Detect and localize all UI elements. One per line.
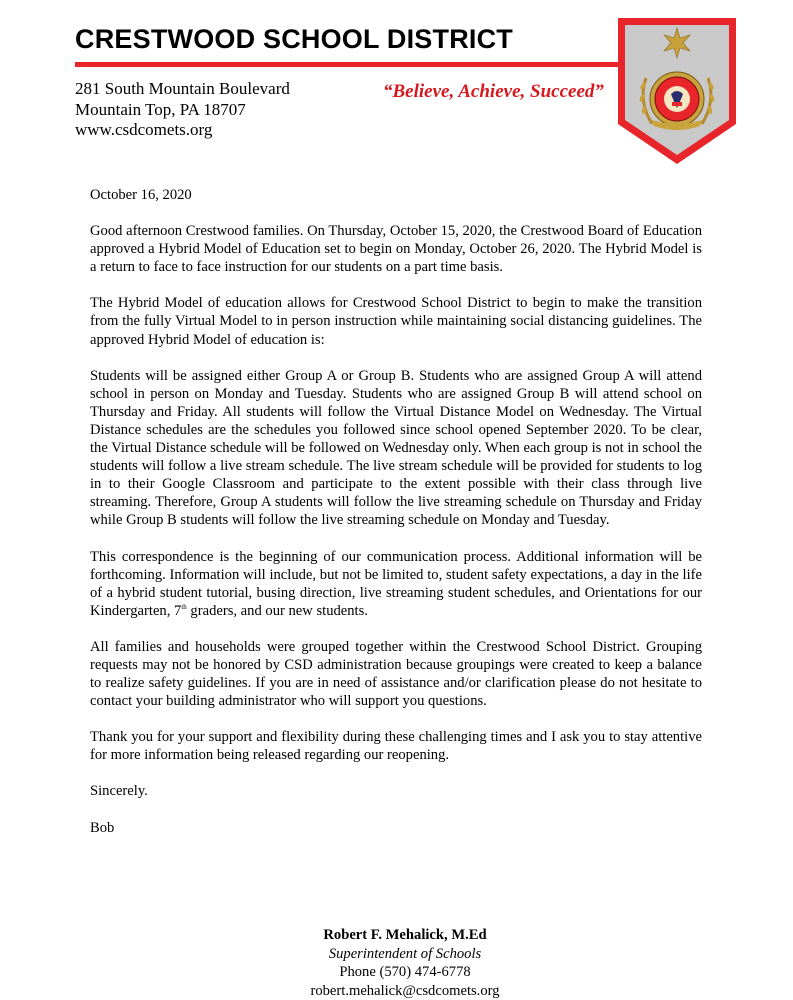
superintendent-name: Robert F. Mehalick, M.Ed [0,926,793,945]
header-divider [75,62,635,67]
letter-body [90,186,702,855]
address-line-2: Mountain Top, PA 18707 [75,100,290,121]
district-name: CRESTWOOD SCHOOL DISTRICT [75,24,513,55]
paragraph-communication [90,548,702,620]
phone-number: Phone (570) 474-6778 [0,963,793,982]
school-crest-icon [616,16,738,166]
superintendent-title: Superintendent of Schools [0,945,793,964]
paragraph-communication-end: graders, and our new students. [187,603,368,619]
signature: Bob [90,819,702,837]
superintendent-contact [0,926,793,1000]
ordinal-suffix: th [181,603,186,611]
paragraph-communication-text: This correspondence is the beginning of our communication process. Additional information will be forthcoming. Information will include, but not be limited to, student safety expectations, a day in the life of a hybrid student tutorial, busing direction, live streaming student schedules, and Orientations for our Kindergarten, 7 [90,549,702,619]
address-line-1: 281 South Mountain Boulevard [75,79,290,100]
district-motto: “Believe, Achieve, Succeed” [383,81,604,103]
closing: Sincerely. [90,782,702,800]
letter-date: October 16, 2020 [90,186,702,204]
paragraph-thanks: Thank you for your support and flexibility during these challenging times and I ask you to stay attentive for more information being released regarding our reopening. [90,728,702,764]
paragraph-announcement: Good afternoon Crestwood families. On Thursday, October 15, 2020, the Crestwood Board of Education approved a Hybrid Model of Education set to begin on Monday, October 26, 2020. The Hybrid Model is a return to face to face instruction for our students on a part time basis. [90,222,702,276]
email-link[interactable]: robert.mehalick@csdcomets.org [0,982,793,1000]
paragraph-group-schedule: Students will be assigned either Group A or Group B. Students who are assigned Group A will attend school in person on Monday and Tuesday. Students who are assigned Group B will attend school on Thursday and Friday. All students will follow the Virtual Distance Model on Wednesday. The Virtual Distance schedules are the schedules you followed since school opened September 2020. To be clear, the Virtual Distance schedule will be followed on Wednesday only. When each group is not in school the students will follow a live stream schedule. The live stream schedule will be provided for students to log in to their Google Classroom and participate to the extent possible with their class through live streaming. Therefore, Group A students will follow the live streaming schedule on Thursday and Friday while Group B students will follow the live streaming schedule on Monday and Tuesday. [90,367,702,530]
paragraph-grouping: All families and households were grouped together within the Crestwood School District. Grouping requests may not be honored by CSD administration because groupings were created to keep a balance to realize safety guidelines. If you are in need of assistance and/or clarification please do not hesitate to contact your building administrator who will support you questions. [90,638,702,710]
district-address [75,79,290,141]
paragraph-hybrid-overview: The Hybrid Model of education allows for Crestwood School District to begin to make the transition from the fully Virtual Model to in person instruction while maintaining social distancing guidelines. The approved Hybrid Model of education is: [90,294,702,348]
website-link[interactable]: www.csdcomets.org [75,120,290,141]
